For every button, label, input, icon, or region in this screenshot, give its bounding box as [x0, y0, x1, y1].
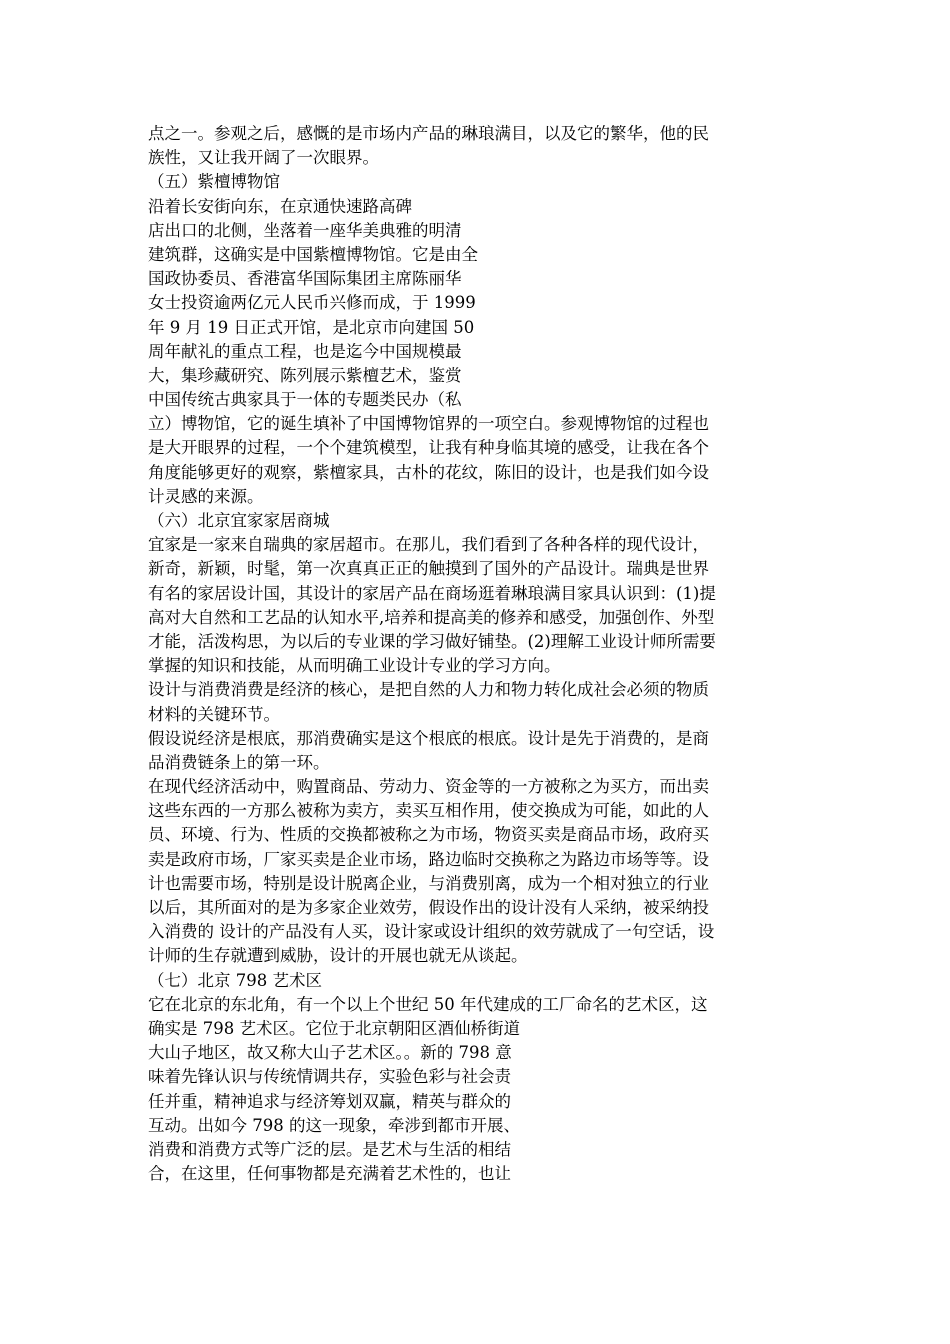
text-line: 年 9 月 19 日正式开馆，是北京市向建国 50 — [148, 317, 475, 337]
text-line: 计师的生存就遭到威胁，设计的开展也就无从谈起。 — [148, 946, 528, 966]
text-line: 假设说经济是根底，那消费确实是这个根底的根底。设计是先于消费的，是商 — [148, 728, 709, 748]
text-line: 计也需要市场，特别是设计脱离企业，与消费别离，成为一个相对独立的行业 — [148, 873, 709, 893]
text-line: 任并重，精神追求与经济筹划双赢，精英与群众的 — [148, 1091, 511, 1111]
text-line: 在现代经济活动中，购置商品、劳动力、资金等的一方被称之为买方，而出卖 — [148, 777, 709, 797]
text-line: 入消费的 设计的产品没有人买，设计家或设计组织的效劳就成了一句空话，设 — [148, 922, 715, 942]
text-line: 味着先锋认识与传统情调共存，实验色彩与社会责 — [148, 1067, 511, 1087]
text-line: 角度能够更好的观察，紫檀家具，古朴的花纹，陈旧的设计，也是我们如今设 — [148, 462, 709, 482]
text-line: 新奇，新颖，时髦，第一次真真正正的触摸到了国外的产品设计。瑞典是世界 — [148, 559, 709, 579]
text-line: 大山子地区，故又称大山子艺术区。。新的 798 意 — [148, 1043, 512, 1063]
text-line: 互动。出如今 798 的这一现象，牵涉到都市开展、 — [148, 1115, 520, 1135]
section-heading-zitan-museum: （五）紫檀博物馆 — [148, 172, 280, 192]
text-line: 立）博物馆，它的诞生填补了中国博物馆界的一项空白。参观博物馆的过程也 — [148, 414, 709, 434]
text-line: 掌握的知识和技能，从而明确工业设计专业的学习方向。 — [148, 656, 561, 676]
text-line: 沿着长安街向东，在京通快速路高碑 — [148, 196, 412, 216]
text-line: 计灵感的来源。 — [148, 486, 264, 506]
text-line: 周年献礼的重点工程，也是迄今中国规模最 — [148, 341, 462, 361]
text-line: 设计与消费消费是经济的核心，是把自然的人力和物力转化成社会必须的物质 — [148, 680, 709, 700]
text-line: 这些东西的一方那么被称为卖方，卖买互相作用，使交换成为可能，如此的人 — [148, 801, 709, 821]
text-line: 点之一。参观之后，感慨的是市场内产品的琳琅满目，以及它的繁华，他的民 — [148, 124, 709, 143]
text-line: 才能，活泼构思，为以后的专业课的学习做好铺垫。(2)理解工业设计师所需要 — [148, 631, 716, 651]
text-line: 它在北京的东北角，有一个以上个世纪 50 年代建成的工厂命名的艺术区，这 — [148, 994, 708, 1014]
text-line: 建筑群，这确实是中国紫檀博物馆。它是由全 — [148, 244, 478, 264]
text-line: 族性，又让我开阔了一次眼界。 — [148, 148, 379, 168]
document-body — [148, 122, 808, 1186]
text-line: 材料的关键环节。 — [148, 704, 280, 724]
text-line: 合，在这里，任何事物都是充满着艺术性的，也让 — [148, 1164, 511, 1184]
text-line: 以后，其所面对的是为多家企业效劳，假设作出的设计没有人采纳，被采纳投 — [148, 898, 709, 917]
text-line: 女士投资逾两亿元人民币兴修而成，于 1999 — [148, 293, 476, 313]
text-line: 中国传统古典家具于一体的专题类民办（私 — [148, 390, 462, 410]
text-line: 员、环境、行为、性质的交换都被称之为市场，物资买卖是商品市场，政府买 — [148, 825, 709, 845]
section-heading-798-art-district: （七）北京 798 艺术区 — [148, 970, 322, 990]
text-line: 消费和消费方式等广泛的层。是艺术与生活的相结 — [148, 1139, 511, 1159]
text-line: 大，集珍藏研究、陈列展示紫檀艺术，鉴赏 — [148, 365, 462, 385]
text-line: 是大开眼界的过程，一个个建筑模型，让我有种身临其境的感受，让我在各个 — [148, 438, 709, 458]
text-line: 确实是 798 艺术区。它位于北京朝阳区酒仙桥街道 — [148, 1018, 520, 1038]
text-line: 有名的家居设计国，其设计的家居产品在商场逛着琳琅满目家具认识到：(1)提 — [148, 583, 716, 603]
text-line: 卖是政府市场，厂家买卖是企业市场，路边临时交换称之为路边市场等等。设 — [148, 849, 709, 869]
section-heading-ikea: （六）北京宜家家居商城 — [148, 511, 330, 530]
text-line: 高对大自然和工艺品的认知水平,培养和提高美的修养和感受，加强创作、外型 — [148, 607, 715, 627]
text-line: 店出口的北侧，坐落着一座华美典雅的明清 — [148, 220, 462, 240]
text-line: 宜家是一家来自瑞典的家居超市。在那儿，我们看到了各种各样的现代设计， — [148, 535, 709, 555]
text-line: 国政协委员、香港富华国际集团主席陈丽华 — [148, 269, 462, 289]
text-line: 品消费链条上的第一环。 — [148, 752, 330, 772]
